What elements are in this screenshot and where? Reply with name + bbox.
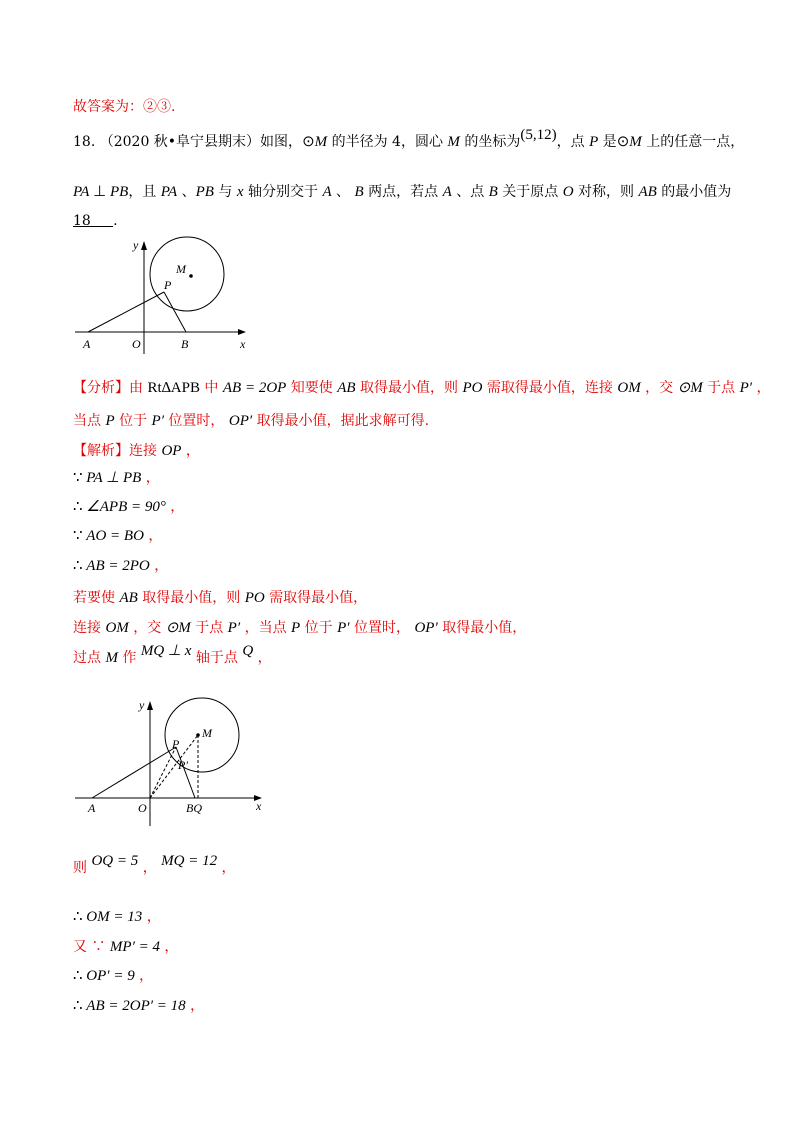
- solution-step-6: 若要使 AB 取得最小值，则 PO 需取得最小值，: [73, 590, 368, 606]
- fig2-label-BQ: BQ: [186, 801, 202, 815]
- solution-step-7: 连接 OM ，交 ⊙M 于点 P′ ，当点 P 位于 P′ 位置时， OP′ 取得最小值，: [73, 620, 527, 636]
- solution-step-2: ∵ PA ⊥ PB ，: [73, 470, 160, 486]
- fig2-label-x: x: [256, 799, 262, 813]
- fig1-label-B: B: [181, 337, 189, 351]
- solution-step-3: ∴ ∠APB = 90° ，: [73, 499, 185, 515]
- analysis-tag: 【分析】: [73, 380, 129, 396]
- solution-step-12: ∴ OP′ = 9 ，: [73, 968, 154, 984]
- solution-step-13: ∴ AB = 2OP′ = 18 ，: [73, 998, 205, 1014]
- fig1-label-y: y: [133, 238, 139, 252]
- analysis-line-1: 【分析】由 Rt∆APB 中 AB = 2OP 知要使 AB 取得最小值，则 PO 需取得最小值，连接 OM ，交 ⊙M 于点 P′ ，: [73, 380, 771, 396]
- solution-step-5: ∴ AB = 2PO ，: [73, 558, 169, 574]
- fig2-label-P: P: [172, 737, 180, 751]
- answer-blank: 18: [73, 213, 91, 229]
- fig1-label-O: O: [132, 337, 141, 351]
- problem-number: 18.: [73, 134, 96, 150]
- analysis-line-2: 当点 P 位于 P′ 位置时， OP′ 取得最小值，据此求解可得.: [73, 413, 430, 429]
- fig2-label-y: y: [139, 698, 145, 712]
- previous-answer: 故答案为：②③.: [73, 99, 176, 115]
- solution-step-4: ∵ AO = BO ，: [73, 528, 163, 544]
- fig2-label-M: M: [202, 726, 212, 740]
- solution-step-1: 【解析】连接 OP ，: [73, 443, 200, 459]
- problem-line-2: PA ⊥ PB，且 PA 、PB 与 x 轴分别交于 A 、 B 两点，若点 A 、点 B 关于原点 O 对称，则 AB 的最小值为: [73, 184, 732, 200]
- fig1-label-x: x: [240, 337, 246, 351]
- fig2-label-O: O: [138, 801, 147, 815]
- problem-source: （2020 秋•阜宁县期末）如图，: [99, 134, 303, 150]
- solution-tag: 【解析】: [73, 443, 129, 459]
- solution-step-8: 过点 M 作 MQ ⊥ x 轴于点 Q ，: [73, 643, 272, 666]
- fig1-label-M: M: [176, 262, 186, 276]
- solution-step-11: 又 ∵ MP′ = 4 ，: [73, 939, 179, 955]
- solution-step-10: ∴ OM = 13 ，: [73, 909, 161, 925]
- problem-line-1: 18. （2020 秋•阜宁县期末）如图，⊙M 的半径为 4，圆心 M 的坐标为(5,12)，点 P 是⊙M 上的任意一点，: [73, 127, 745, 150]
- fig2-label-A: A: [88, 801, 96, 815]
- figure-1: [70, 232, 260, 357]
- fig1-label-P: P: [164, 278, 172, 292]
- fig1-label-A: A: [83, 337, 91, 351]
- solution-step-9: 则 OQ = 5 ， MQ = 12 ，: [73, 853, 236, 876]
- problem-answer: 18 .: [73, 213, 118, 229]
- fig2-label-P-prime: P′: [178, 758, 188, 772]
- figure-2: [70, 692, 270, 830]
